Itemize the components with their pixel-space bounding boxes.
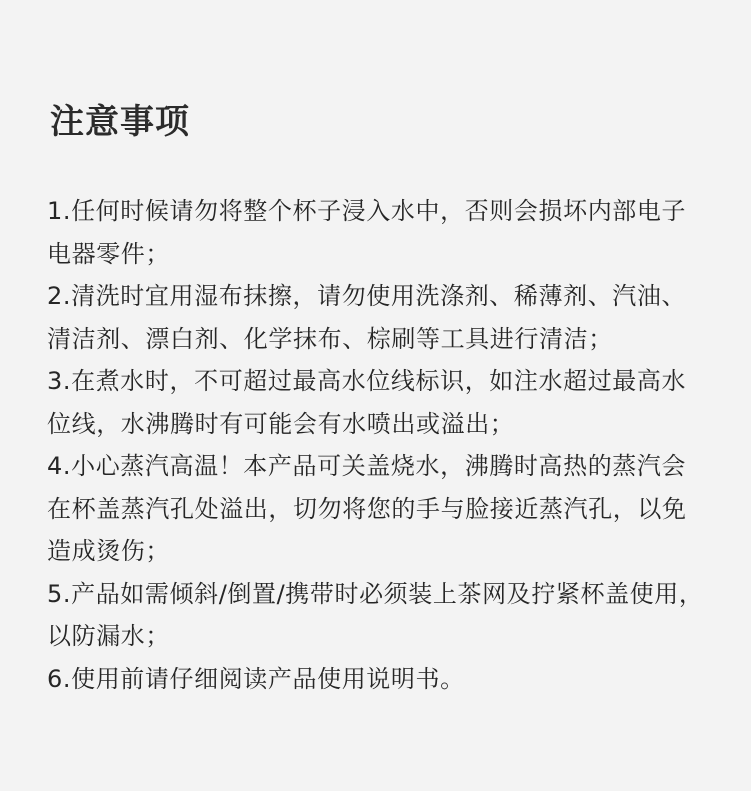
precaution-item-1: 1.任何时候请勿将整个杯子浸入水中，否则会损坏内部电子电器零件； xyxy=(47,197,687,268)
precaution-item-6: 6.使用前请仔细阅读产品使用说明书。 xyxy=(47,664,465,693)
precaution-item-2: 2.清洗时宜用湿布抹擦，请勿使用洗涤剂、稀薄剂、汽油、清洁剂、漂白剂、化学抹布、棕刷等工具进行清洁； xyxy=(47,282,687,353)
precautions-list xyxy=(47,190,707,700)
page-title: 注意事项 xyxy=(50,102,190,142)
precaution-item-4: 4.小心蒸汽高温！本产品可关盖烧水，沸腾时高热的蒸汽会在杯盖蒸汽孔处溢出，切勿将您的手与脸接近蒸汽孔，以免造成烫伤； xyxy=(47,452,687,565)
precaution-item-5: 5.产品如需倾斜/倒置/携带时必须装上茶网及拧紧杯盖使用，以防漏水； xyxy=(47,579,704,650)
precaution-item-3: 3.在煮水时，不可超过最高水位线标识，如注水超过最高水位线，水沸腾时有可能会有水喷出或溢出； xyxy=(47,367,687,438)
